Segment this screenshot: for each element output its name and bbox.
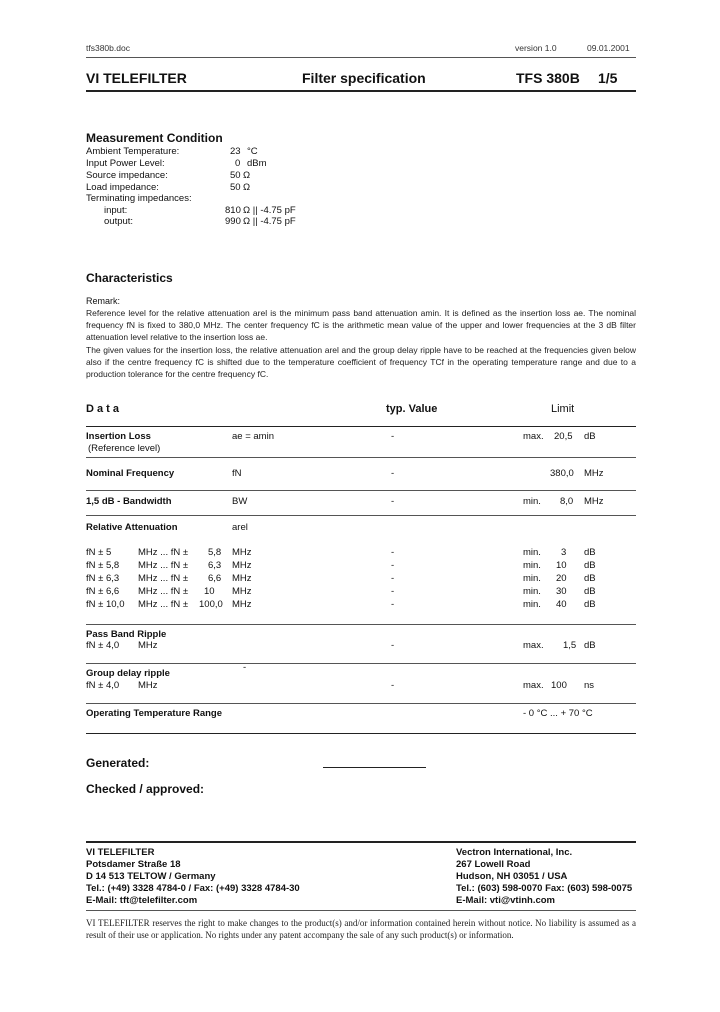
meas-unit: °C bbox=[247, 146, 258, 157]
meas-label: input: bbox=[104, 205, 128, 216]
param-name: 1,5 dB - Bandwidth bbox=[86, 496, 172, 507]
meas-label: output: bbox=[104, 216, 134, 227]
attenuation-row bbox=[86, 599, 636, 611]
checked-label: Checked / approved: bbox=[86, 782, 205, 796]
meas-value: 0 bbox=[235, 158, 241, 169]
generated-label: Generated: bbox=[86, 756, 150, 770]
freq-start: fN ± 10,0 bbox=[86, 599, 125, 610]
footer-right-line: Tel.: (603) 598-0070 Fax: (603) 598-0075 bbox=[456, 883, 633, 894]
typ-value: - bbox=[391, 431, 395, 442]
limit-type: max. bbox=[523, 680, 544, 691]
row-nominal-frequency bbox=[86, 468, 636, 480]
meas-value: 23 bbox=[230, 146, 241, 157]
freq-mid: MHz ... fN ± bbox=[138, 560, 189, 571]
characteristics-title: Characteristics bbox=[86, 271, 173, 285]
footer-left-line: E-Mail: tft@telefilter.com bbox=[86, 895, 198, 906]
version: version 1.0 bbox=[515, 43, 557, 53]
attenuation-row bbox=[86, 586, 636, 598]
freq-end: 5,8 bbox=[208, 547, 222, 558]
param-name: Operating Temperature Range bbox=[86, 708, 223, 719]
footer-rule bbox=[86, 841, 636, 843]
row-group-delay-ripple bbox=[86, 680, 636, 692]
footer-right-line: Hudson, NH 03051 / USA bbox=[456, 871, 568, 882]
limit-unit: ns bbox=[584, 680, 595, 691]
typ-value: - bbox=[391, 573, 395, 584]
limit-value: 40 bbox=[556, 599, 567, 610]
freq-start: fN ± 6,6 bbox=[86, 586, 120, 597]
meas-label: Terminating impedances: bbox=[86, 193, 192, 204]
freq-mid: MHz ... fN ± bbox=[138, 573, 189, 584]
param-symbol: ae = amin bbox=[232, 431, 274, 442]
limit-type: min. bbox=[523, 547, 541, 558]
meas-unit: Ω || -4.75 pF bbox=[243, 216, 296, 227]
measurement-title: Measurement Condition bbox=[86, 131, 223, 145]
freq-start: fN ± 5 bbox=[86, 547, 112, 558]
table-rule bbox=[86, 515, 636, 516]
gdr-symbol: - bbox=[243, 662, 247, 673]
limit-value: 100 bbox=[551, 680, 567, 691]
freq-unit: MHz bbox=[138, 640, 158, 651]
limit-type: min. bbox=[523, 586, 541, 597]
param-name: Nominal Frequency bbox=[86, 468, 175, 479]
temp-range: - 0 °C ... + 70 °C bbox=[523, 708, 593, 719]
col-header-limit: Limit bbox=[551, 403, 575, 415]
param-symbol: BW bbox=[232, 496, 248, 507]
freq-end: 100,0 bbox=[199, 599, 223, 610]
table-rule bbox=[86, 663, 636, 664]
meas-unit: dBm bbox=[247, 158, 267, 169]
typ-value: - bbox=[391, 560, 395, 571]
freq-end: 10 bbox=[204, 586, 215, 597]
limit-type: max. bbox=[523, 431, 544, 442]
meas-label: Input Power Level: bbox=[86, 158, 165, 169]
freq-unit: MHz bbox=[232, 573, 252, 584]
freq-unit: MHz bbox=[232, 586, 252, 597]
limit-value: 8,0 bbox=[560, 496, 574, 507]
limit-unit: dB bbox=[584, 560, 596, 571]
remark-label: Remark: bbox=[86, 296, 121, 306]
footer-left-line: D 14 513 TELTOW / Germany bbox=[86, 871, 216, 882]
meas-unit: Ω bbox=[243, 170, 251, 181]
param-name: Relative Attenuation bbox=[86, 522, 178, 533]
typ-value: - bbox=[391, 680, 395, 691]
typ-value: - bbox=[391, 640, 395, 651]
param-name: Insertion Loss bbox=[86, 431, 151, 442]
limit-unit: MHz bbox=[584, 468, 604, 479]
limit-unit: dB bbox=[584, 573, 596, 584]
table-rule bbox=[86, 457, 636, 458]
disclaimer: VI TELEFILTER reserves the right to make changes to the product(s) and/or information contained herein without notice. No liability is assumed as a result of their use or application. No rights under any patent accompany the sale of any such product(s) or information. bbox=[86, 918, 636, 940]
meas-value: 810 bbox=[225, 205, 241, 216]
limit-type: min. bbox=[523, 496, 541, 507]
freq-mid: MHz ... fN ± bbox=[138, 599, 189, 610]
table-rule bbox=[86, 490, 636, 491]
freq-range: fN ± 4,0 bbox=[86, 640, 120, 651]
limit-unit: dB bbox=[584, 586, 596, 597]
freq-mid: MHz ... fN ± bbox=[138, 586, 189, 597]
limit-type: min. bbox=[523, 560, 541, 571]
meas-label: Load impedance: bbox=[86, 182, 159, 193]
footer-left-line: VI TELEFILTER bbox=[86, 847, 155, 858]
row-operating-temperature bbox=[86, 708, 636, 720]
row-relative-attenuation bbox=[86, 522, 636, 534]
meas-unit: Ω || -4.75 pF bbox=[243, 205, 296, 216]
col-header-data: D a t a bbox=[86, 403, 120, 415]
freq-mid: MHz ... fN ± bbox=[138, 547, 189, 558]
param-symbol: fN bbox=[232, 468, 242, 479]
param-subtitle: (Reference level) bbox=[88, 443, 161, 454]
remark-paragraph-2: The given values for the insertion loss, the relative attenuation arel and the group delay ripple have to be reached at the frequencies given below also if the centre frequency fC is shifted due to the temperature coefficient of frequency TCf in the operating temperature range and due to a production tolerance for the centre frequency fC. bbox=[86, 345, 636, 379]
limit-unit: dB bbox=[584, 547, 596, 558]
col-header-typ: typ. Value bbox=[386, 403, 438, 415]
gdr-name: Group delay ripple bbox=[86, 668, 170, 679]
footer-left-line: Potsdamer Straße 18 bbox=[86, 859, 181, 870]
header-rule bbox=[86, 90, 636, 92]
freq-end: 6,6 bbox=[208, 573, 222, 584]
company-name: VI TELEFILTER bbox=[86, 70, 187, 86]
limit-value: 3 bbox=[561, 547, 567, 558]
typ-value: - bbox=[391, 468, 395, 479]
meas-value: 50 bbox=[230, 182, 241, 193]
param-symbol: arel bbox=[232, 522, 248, 533]
limit-type: min. bbox=[523, 573, 541, 584]
typ-value: - bbox=[391, 586, 395, 597]
limit-value: 1,5 bbox=[563, 640, 577, 651]
limit-unit: dB bbox=[584, 599, 596, 610]
table-rule bbox=[86, 426, 636, 427]
row-pass-band-ripple bbox=[86, 640, 636, 652]
footer-right-line: E-Mail: vti@vtinh.com bbox=[456, 895, 555, 906]
limit-value: 30 bbox=[556, 586, 567, 597]
table-rule bbox=[86, 624, 636, 625]
typ-value: - bbox=[391, 599, 395, 610]
signature-line bbox=[323, 767, 426, 768]
row-bandwidth bbox=[86, 496, 636, 508]
limit-type: max. bbox=[523, 640, 544, 651]
meas-label: Source impedance: bbox=[86, 170, 168, 181]
page-number: 1/5 bbox=[598, 70, 618, 86]
header-rule-top bbox=[86, 57, 636, 58]
limit-value: 10 bbox=[556, 560, 567, 571]
limit-unit: dB bbox=[584, 431, 596, 442]
part-number: TFS 380B bbox=[516, 70, 580, 86]
freq-start: fN ± 5,8 bbox=[86, 560, 120, 571]
meas-label: Ambient Temperature: bbox=[86, 146, 180, 157]
footer-rule-bottom bbox=[86, 910, 636, 911]
meas-value: 50 bbox=[230, 170, 241, 181]
attenuation-row bbox=[86, 573, 636, 585]
filename: tfs380b.doc bbox=[86, 43, 130, 53]
freq-unit: MHz bbox=[232, 560, 252, 571]
attenuation-row bbox=[86, 560, 636, 572]
freq-unit: MHz bbox=[232, 547, 252, 558]
footer-right-line: 267 Lowell Road bbox=[456, 859, 531, 870]
limit-type: min. bbox=[523, 599, 541, 610]
footer-right-line: Vectron International, Inc. bbox=[456, 847, 573, 858]
freq-unit: MHz bbox=[138, 680, 158, 691]
limit-value: 20,5 bbox=[554, 431, 573, 442]
row-insertion-loss bbox=[86, 431, 636, 443]
footer-left-line: Tel.: (+49) 3328 4784-0 / Fax: (+49) 3328 4784-30 bbox=[86, 883, 300, 894]
attenuation-row bbox=[86, 547, 636, 559]
remark-paragraph-1: Reference level for the relative attenuation arel is the minimum pass band attenuation amin. It is defined as the insertion loss ae. The nominal frequency fN is fixed to 380,0 MHz. The center frequency fC is the arithmetic mean value of the upper and lower frequencies at the 3 dB filter attenuation level relative to the insertion loss ae. bbox=[86, 308, 636, 342]
meas-unit: Ω bbox=[243, 182, 251, 193]
meas-value: 990 bbox=[225, 216, 241, 227]
limit-value: 20 bbox=[556, 573, 567, 584]
freq-end: 6,3 bbox=[208, 560, 222, 571]
freq-range: fN ± 4,0 bbox=[86, 680, 120, 691]
table-rule bbox=[86, 703, 636, 704]
typ-value: - bbox=[391, 496, 395, 507]
limit-unit: MHz bbox=[584, 496, 604, 507]
limit-value: 380,0 bbox=[550, 468, 574, 479]
freq-unit: MHz bbox=[232, 599, 252, 610]
limit-unit: dB bbox=[584, 640, 596, 651]
typ-value: - bbox=[391, 547, 395, 558]
date: 09.01.2001 bbox=[587, 43, 630, 53]
ripple-name: Pass Band Ripple bbox=[86, 629, 167, 640]
doc-title: Filter specification bbox=[302, 70, 426, 86]
freq-start: fN ± 6,3 bbox=[86, 573, 120, 584]
table-rule-bottom bbox=[86, 733, 636, 734]
